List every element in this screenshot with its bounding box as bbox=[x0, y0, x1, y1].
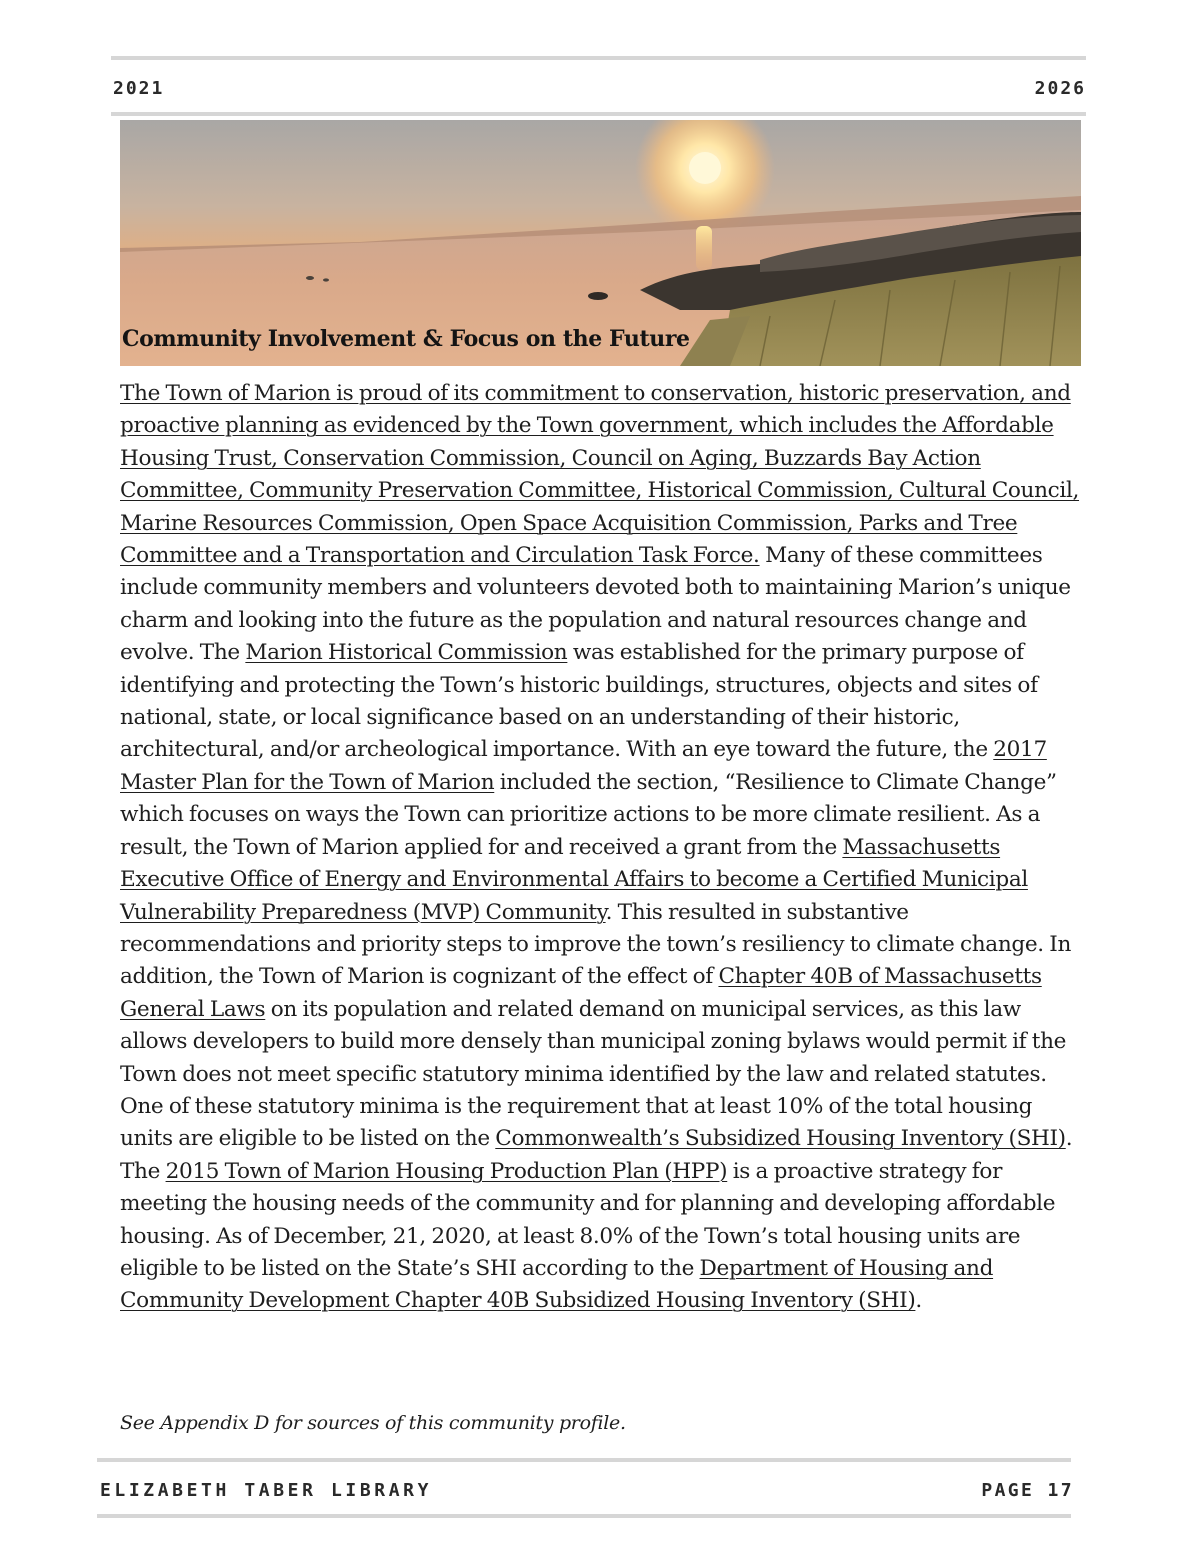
header-year-start: 2021 bbox=[113, 78, 165, 99]
link-2015-hpp[interactable]: 2015 Town of Marion Housing Production Plan (HPP) bbox=[165, 1158, 728, 1184]
link-commonwealth-shi[interactable]: Commonwealth’s Subsidized Housing Inventory (SHI) bbox=[495, 1126, 1066, 1152]
footer-page-number: PAGE 17 bbox=[981, 1480, 1074, 1501]
banner-title: Community Involvement & Focus on the Future bbox=[122, 326, 690, 352]
link-dhcd-shi[interactable]: Department of Housing and Community Development Chapter 40B Subsidized Housing Inventory (SHI) bbox=[120, 1255, 994, 1314]
header-rule-top bbox=[111, 56, 1086, 60]
text-segment: Many of these committees include community members and volunteers devoted both to maintaining Marion’s unique charm and looking into the future as the population and natural resources change and evolve. The bbox=[120, 543, 1071, 666]
link-chapter-40b[interactable]: Chapter 40B of Massachusetts General Laws bbox=[120, 964, 1042, 1022]
header-year-end: 2026 bbox=[1034, 78, 1086, 99]
footer-library-name: ELIZABETH TABER LIBRARY bbox=[100, 1480, 433, 1501]
link-marion-historical-commission[interactable]: Marion Historical Commission bbox=[245, 640, 568, 666]
community-profile-paragraph bbox=[120, 378, 1088, 1318]
footer-rule-bottom bbox=[97, 1514, 1071, 1518]
text-segment: is a proactive strategy for meeting the housing needs of the community and for planning and developing affordable housing. As of December, 21, 2020, at least 8.0% of the Town’s total housing units are eligible to be listed on the State’s SHI according to the bbox=[120, 1158, 1056, 1281]
link-mvp-community[interactable]: Massachusetts Executive Office of Energy and Environmental Affairs to become a Certified Municipal Vulnerability Preparedness (MVP) Community bbox=[120, 834, 1028, 925]
text-segment: . The bbox=[120, 1126, 1073, 1184]
link-2017-master-plan[interactable]: 2017 Master Plan for the Town of Marion bbox=[120, 737, 1047, 795]
link-town-government[interactable]: The Town of Marion is proud of its commitment to conservation, historic preservation, and proactive planning as evidenced by the Town government, which includes the Affordable Housing Trust, Conservation Commission, Council on Aging, Buzzards Bay Action Committee, Community Preservation Committee, Historical Commission, Cultural Council, Marine Resources Commission, Open Space Acquisition Commission, Parks and Tree Committee and a Transportation and Circulation Task Force. bbox=[120, 381, 1080, 569]
footer-rule-top bbox=[97, 1458, 1071, 1462]
text-segment: . bbox=[915, 1288, 922, 1314]
banner-image bbox=[120, 120, 1081, 366]
header-rule-bottom bbox=[111, 112, 1086, 116]
text-segment: on its population and related demand on municipal services, as this law allows developers to build more densely than municipal zoning bylaws would permit if the Town does not meet specific statutory minima identified by the law and related statutes. One of these statutory minima is the requirement that at least 10% of the total housing units are eligible to be listed on the bbox=[120, 996, 1067, 1152]
appendix-note: See Appendix D for sources of this community profile. bbox=[120, 1412, 626, 1434]
text-segment: . This resulted in substantive recommendations and priority steps to improve the town’s resiliency to climate change. In addition, the Town of Marion is cognizant of the effect of bbox=[120, 899, 1072, 990]
text-segment: included the section, “Resilience to Climate Change” which focuses on ways the Town can prioritize actions to be more climate resilient. As a result, the Town of Marion applied for and received a grant from the bbox=[120, 769, 1057, 860]
text-segment: was established for the primary purpose of identifying and protecting the Town’s historic buildings, structures, objects and sites of national, state, or local significance based on an understanding of their historic, architectural, and/or archeological importance. With an eye toward the future, the bbox=[120, 640, 1038, 763]
